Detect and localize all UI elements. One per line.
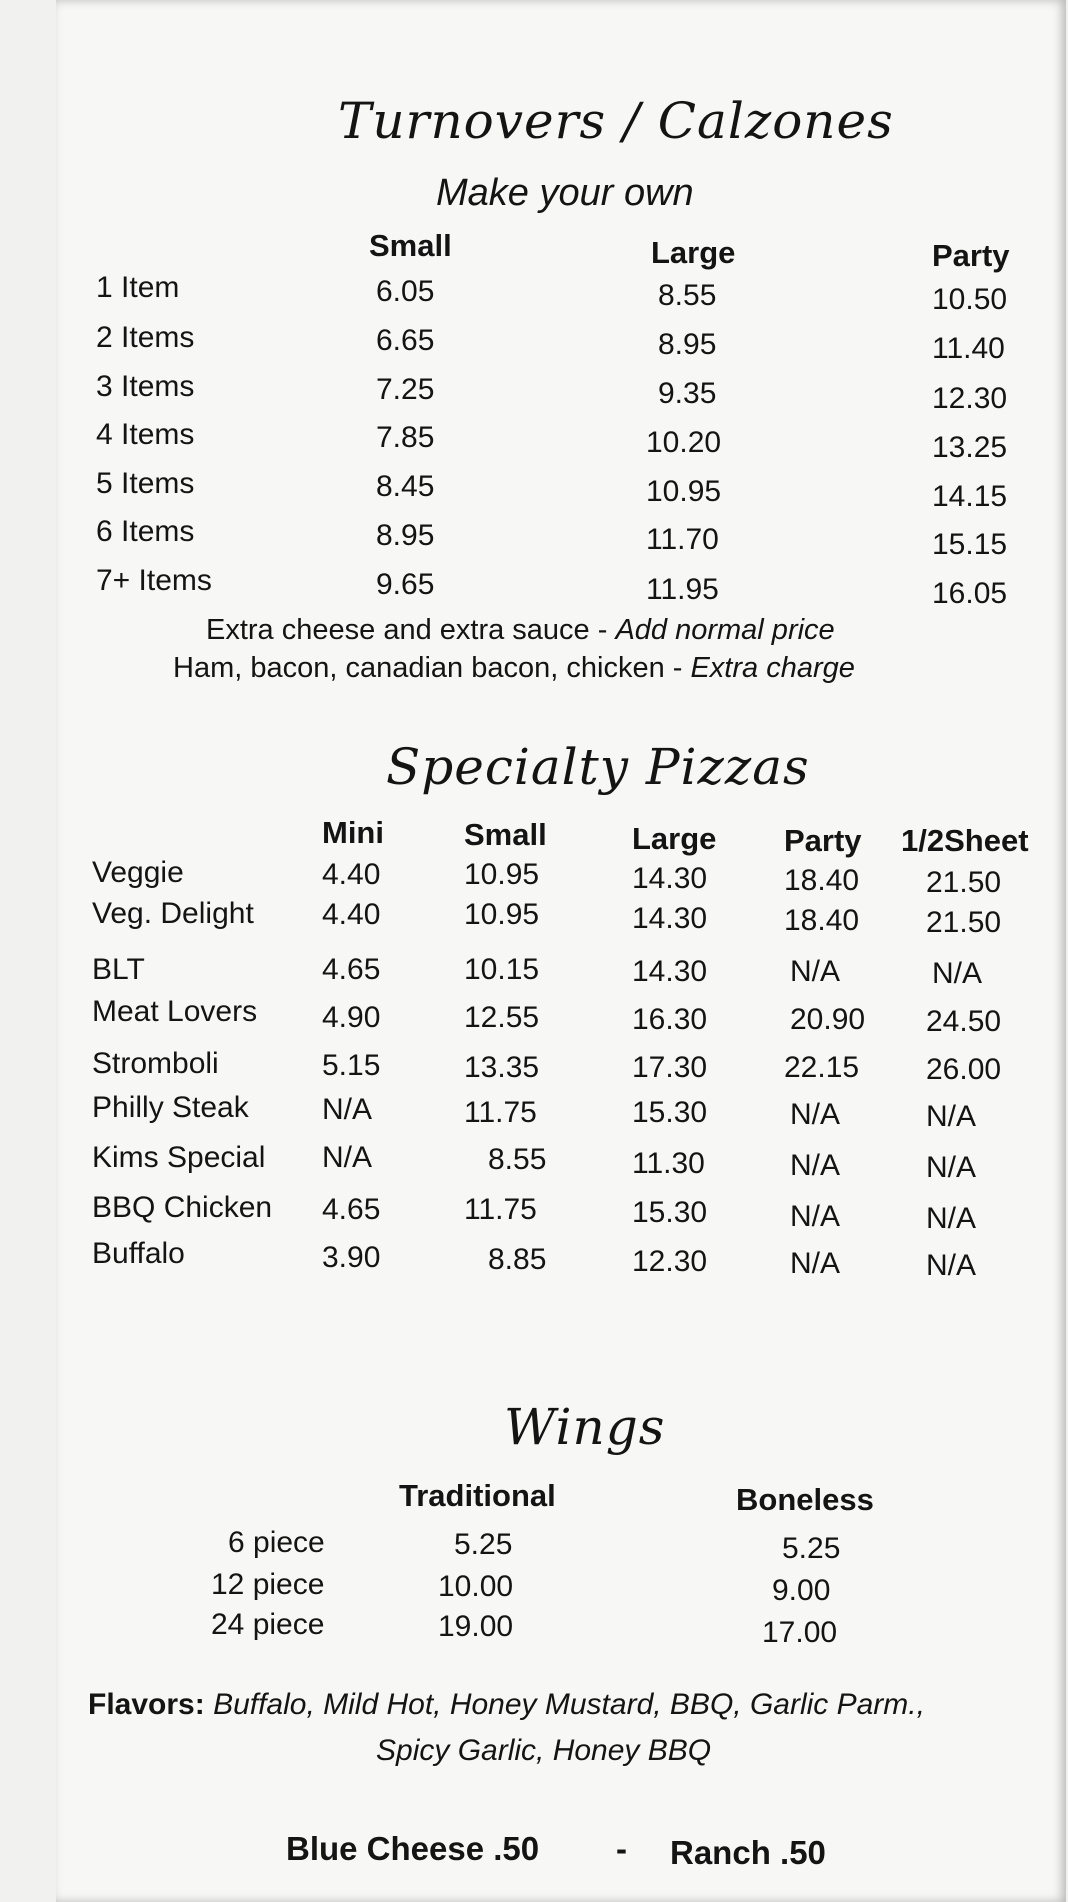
wings-row-traditional: 10.00: [438, 1570, 514, 1603]
specialty-row-small: 8.55: [488, 1143, 547, 1176]
turnovers-row-small: 8.45: [376, 470, 435, 503]
turnovers-row-small: 6.05: [376, 275, 435, 308]
specialty-row-party: N/A: [790, 1200, 841, 1233]
specialty-col-small: Small: [464, 817, 547, 852]
specialty-col-party: Party: [784, 823, 862, 858]
specialty-col-mini: Mini: [322, 815, 384, 850]
turnovers-row-label: 6 Items: [96, 515, 195, 548]
specialty-row-label: Meat Lovers: [92, 995, 258, 1028]
turnovers-row-label: 4 Items: [96, 418, 195, 451]
extra-meat-note-text: Ham, bacon, canadian bacon, chicken -: [173, 652, 691, 684]
specialty-row-sheet: N/A: [926, 1249, 977, 1282]
specialty-row-sheet: 24.50: [926, 1005, 1002, 1038]
specialty-row-label: Philly Steak: [92, 1091, 249, 1124]
turnovers-row-small: 6.65: [376, 324, 435, 357]
turnovers-row-label: 3 Items: [96, 370, 195, 403]
turnovers-row-small: 7.85: [376, 421, 435, 454]
specialty-title: Specialty Pizzas: [386, 738, 810, 796]
wings-row-boneless: 9.00: [772, 1574, 831, 1607]
specialty-row-party: 22.15: [784, 1051, 860, 1084]
wings-row-boneless: 5.25: [782, 1532, 841, 1565]
turnovers-row-large: 8.55: [658, 279, 717, 312]
flavors-line2: Spicy Garlic, Honey BBQ: [376, 1734, 712, 1767]
specialty-col-large: Large: [632, 821, 717, 856]
specialty-row-party: N/A: [790, 1149, 841, 1182]
specialty-row-large: 16.30: [632, 1003, 708, 1036]
turnovers-row-large: 10.20: [646, 426, 722, 459]
wings-row-traditional: 5.25: [454, 1528, 513, 1561]
specialty-row-large: 14.30: [632, 955, 708, 988]
specialty-row-label: Veggie: [92, 856, 184, 889]
specialty-row-party: N/A: [790, 955, 841, 988]
turnovers-subtitle: Make your own: [436, 172, 694, 214]
wings-col-boneless: Boneless: [736, 1482, 874, 1517]
specialty-row-label: BBQ Chicken: [92, 1191, 273, 1224]
specialty-row-small: 11.75: [464, 1193, 537, 1226]
specialty-row-label: Buffalo: [92, 1237, 185, 1270]
turnovers-row-party: 10.50: [932, 283, 1008, 316]
ranch-price: Ranch .50: [670, 1834, 826, 1871]
specialty-row-label: Stromboli: [92, 1047, 219, 1080]
specialty-row-mini: 4.40: [322, 898, 381, 931]
specialty-row-label: BLT: [92, 953, 145, 986]
turnovers-col-small: Small: [369, 228, 452, 263]
turnovers-row-label: 1 Item: [96, 271, 180, 304]
specialty-row-small: 10.15: [464, 953, 540, 986]
specialty-col-half-sheet: 1/2Sheet: [901, 823, 1029, 858]
turnovers-row-small: 9.65: [376, 568, 435, 601]
specialty-row-large: 11.30: [632, 1147, 705, 1180]
specialty-row-small: 13.35: [464, 1051, 540, 1084]
specialty-row-large: 12.30: [632, 1245, 708, 1278]
wings-row-label: 12 piece: [211, 1568, 325, 1601]
specialty-row-label: Veg. Delight: [92, 897, 254, 930]
specialty-row-mini: 5.15: [322, 1049, 381, 1082]
specialty-row-small: 8.85: [488, 1243, 547, 1276]
specialty-row-mini: 4.40: [322, 858, 381, 891]
specialty-row-large: 17.30: [632, 1051, 708, 1084]
turnovers-row-party: 13.25: [932, 431, 1008, 464]
specialty-row-party: N/A: [790, 1098, 841, 1131]
turnovers-row-party: 11.40: [932, 332, 1005, 365]
turnovers-row-large: 9.35: [658, 377, 717, 410]
specialty-row-sheet: N/A: [926, 1151, 977, 1184]
turnovers-row-party: 16.05: [932, 577, 1008, 610]
turnovers-row-small: 7.25: [376, 373, 435, 406]
specialty-row-sheet: 21.50: [926, 866, 1002, 899]
extra-cheese-note: [206, 614, 835, 647]
specialty-row-large: 14.30: [632, 902, 708, 935]
extra-cheese-note-text: Extra cheese and extra sauce -: [206, 614, 616, 646]
turnovers-row-large: 10.95: [646, 475, 722, 508]
turnovers-col-party: Party: [932, 238, 1010, 273]
flavors-label: Flavors:: [88, 1688, 205, 1721]
extra-meat-note-price: Extra charge: [690, 652, 855, 684]
specialty-row-large: 14.30: [632, 862, 708, 895]
specialty-row-large: 15.30: [632, 1096, 708, 1129]
specialty-row-sheet: 26.00: [926, 1053, 1002, 1086]
extra-meat-note: [173, 652, 855, 685]
wings-title: Wings: [504, 1398, 666, 1456]
specialty-row-mini: 3.90: [322, 1241, 381, 1274]
extra-cheese-note-price: Add normal price: [615, 614, 835, 646]
specialty-row-small: 10.95: [464, 898, 540, 931]
turnovers-row-large: 11.70: [646, 523, 719, 556]
wings-row-boneless: 17.00: [762, 1616, 838, 1649]
specialty-row-mini: N/A: [322, 1141, 373, 1174]
wings-col-traditional: Traditional: [399, 1478, 556, 1513]
specialty-row-party: 18.40: [784, 864, 860, 897]
wings-row-traditional: 19.00: [438, 1610, 514, 1643]
wings-flavors: [88, 1688, 925, 1722]
specialty-row-sheet: N/A: [932, 957, 983, 990]
specialty-row-sheet: N/A: [926, 1202, 977, 1235]
specialty-row-label: Kims Special: [92, 1141, 266, 1174]
menu-page: [56, 0, 1066, 1902]
specialty-row-mini: N/A: [322, 1093, 373, 1126]
turnovers-row-label: 5 Items: [96, 467, 195, 500]
specialty-row-mini: 4.90: [322, 1001, 381, 1034]
specialty-row-sheet: N/A: [926, 1100, 977, 1133]
specialty-row-party: 18.40: [784, 904, 860, 937]
turnovers-row-label: 7+ Items: [96, 564, 212, 597]
turnovers-row-label: 2 Items: [96, 321, 195, 354]
turnovers-row-large: 11.95: [646, 573, 719, 606]
blue-cheese-price: Blue Cheese .50: [286, 1830, 540, 1867]
turnovers-row-party: 12.30: [932, 382, 1008, 415]
turnovers-col-large: Large: [651, 235, 736, 270]
specialty-row-small: 11.75: [464, 1096, 537, 1129]
turnovers-title: Turnovers / Calzones: [338, 92, 894, 150]
flavors-line1: Buffalo, Mild Hot, Honey Mustard, BBQ, Garlic Parm.,: [213, 1688, 925, 1721]
specialty-row-large: 15.30: [632, 1196, 708, 1229]
turnovers-row-large: 8.95: [658, 328, 717, 361]
specialty-row-party: 20.90: [790, 1003, 866, 1036]
turnovers-row-party: 15.15: [932, 528, 1008, 561]
turnovers-row-party: 14.15: [932, 480, 1008, 513]
turnovers-row-small: 8.95: [376, 519, 435, 552]
specialty-row-mini: 4.65: [322, 1193, 381, 1226]
dressing-dash: -: [616, 1830, 627, 1867]
wings-row-label: 24 piece: [211, 1608, 325, 1641]
specialty-row-mini: 4.65: [322, 953, 381, 986]
specialty-row-sheet: 21.50: [926, 906, 1002, 939]
specialty-row-party: N/A: [790, 1247, 841, 1280]
wings-row-label: 6 piece: [228, 1526, 325, 1559]
specialty-row-small: 10.95: [464, 858, 540, 891]
specialty-row-small: 12.55: [464, 1001, 540, 1034]
